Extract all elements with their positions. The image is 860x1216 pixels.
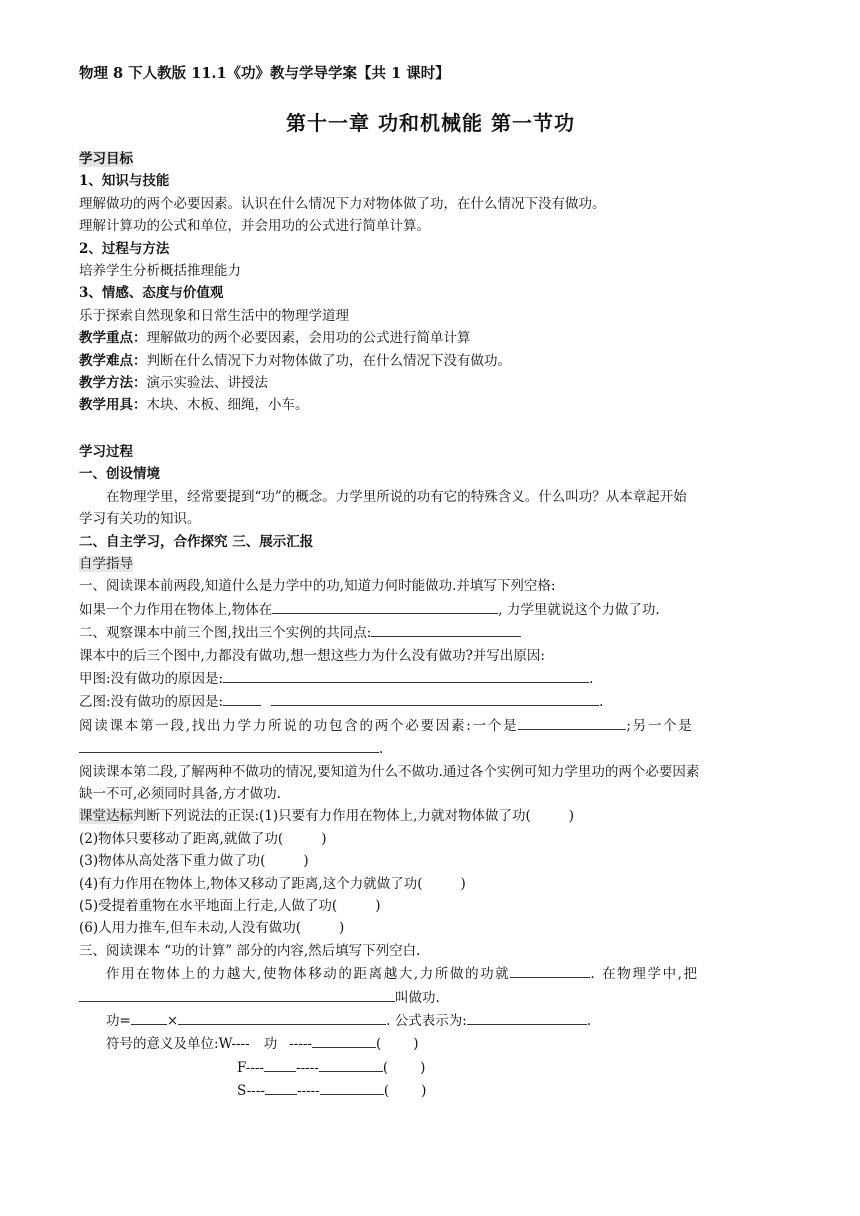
formula-period: . (586, 1013, 592, 1030)
focus-text: 理解做功的两个必要因素，会用功的公式进行简单计算 (146, 330, 471, 347)
formula-line (79, 1009, 782, 1032)
question-3: 三、阅读课本 “功的计算” 部分的内容,然后填写下列空白. (79, 942, 421, 959)
emotion-line: 乐于探索自然现象和日常生活中的物理学道理 (79, 307, 349, 324)
quiz-item-6 (79, 917, 782, 939)
document-header: 物理 8 下人教版 11.1《功》教与学导学案【共 1 课时】 (79, 65, 450, 82)
quiz-item-1-close: ) (568, 808, 575, 825)
quiz-item-2-text: (2)物体只要移动了距离,就做了功( (79, 830, 284, 847)
symbol-s-name-blank[interactable] (265, 1079, 297, 1095)
calc-line-1 (79, 962, 782, 985)
quiz-item-6-close: ) (338, 920, 345, 937)
document-page (79, 62, 782, 1103)
question-1: 一、阅读课本前两段,知道什么是力学中的功,知道力何时能做功.并填写下列空格: (79, 578, 556, 595)
symbol-w: W---- (218, 1036, 250, 1053)
yi-reason (79, 690, 782, 713)
quiz-item-4 (79, 873, 782, 895)
symbols-label: 符号的意义及单位: (106, 1036, 219, 1053)
symbol-f-paren-open: ( (382, 1059, 389, 1076)
quiz-item-5 (79, 895, 782, 917)
factor-1-blank[interactable] (518, 714, 626, 730)
knowledge-line-2: 理解计算功的公式和单位，并会用功的公式进行简单计算。 (79, 218, 430, 235)
quiz-item-5-close: ) (375, 898, 381, 914)
symbol-f-row (79, 1056, 782, 1079)
factors-period: . (379, 741, 384, 758)
teaching-difficulty (79, 350, 782, 372)
symbol-w-name: 功 (263, 1036, 278, 1053)
symbol-s: S---- (237, 1083, 265, 1100)
emotion-title: 3、情感、态度与价值观 (79, 285, 224, 302)
section-1-line-1: 在物理学里，经常要提到“功”的概念。力学里所说的功有它的特殊含义。什么叫功？从本章起开始 (106, 488, 687, 505)
method-label: 教学方法： (79, 375, 147, 392)
formula-blank-2[interactable] (178, 1009, 386, 1025)
symbol-s-paren-close: ) (421, 1083, 427, 1100)
quiz-item-1-text: 判断下列说法的正误:(1)只要有力作用在物体上,力就对物体做了功( (133, 808, 531, 825)
q1-text-b: , 力学里就说这个力做了功. (498, 601, 660, 618)
jia-reason (79, 667, 782, 690)
quiz-item-2-close: ) (321, 830, 327, 847)
calc-line-2-text: 叫做功. (395, 989, 440, 1006)
quiz-item-3-text: (3)物体从高处落下重力做了功( (79, 853, 266, 870)
method-text: 演示实验法、讲授法 (146, 375, 268, 392)
quiz-item-3-close: ) (303, 853, 309, 870)
process-method-line: 培养学生分析概括推理能力 (79, 263, 241, 280)
page-title: 第十一章 功和机械能 第一节功 (286, 111, 575, 135)
factors-text-b: ;另一个是 (626, 717, 694, 734)
question-2 (79, 621, 782, 644)
symbol-s-row (79, 1079, 782, 1102)
work-amount-blank[interactable] (510, 962, 590, 978)
q2-text: 二、观察课本中前三个图,找出三个实例的共同点: (79, 625, 372, 642)
symbol-s-dash: ----- (297, 1083, 320, 1100)
symbol-f-dash: ----- (296, 1059, 319, 1076)
yi-label: 乙图:没有做功的原因是: (79, 694, 224, 711)
teaching-method (79, 372, 782, 394)
jia-label: 甲图:没有做功的原因是: (79, 670, 224, 687)
focus-label: 教学重点： (79, 330, 147, 347)
two-factors (79, 714, 782, 737)
difficulty-text: 判断在什么情况下力对物体做了功，在什么情况下没有做功。 (146, 352, 511, 369)
quiz-label: 课堂达标 (79, 808, 133, 825)
knowledge-line-1: 理解做功的两个必要因素。认识在什么情况下力对物体做了功，在什么情况下没有做功。 (79, 195, 606, 212)
quiz-item-6-text: (6)人用力推车,但车未动,人没有做功( (79, 920, 301, 937)
formula-expression-label: . 公式表示为: (386, 1013, 467, 1030)
objectives-heading: 学习目标 (79, 151, 133, 167)
quiz-item-4-text: (4)有力作用在物体上,物体又移动了距离,这个力就做了功( (79, 875, 423, 892)
symbol-w-paren-open: ( (376, 1036, 382, 1053)
symbol-f-name-blank[interactable] (264, 1056, 296, 1072)
quiz-item-5-text: (5)受提着重物在水平地面上行走,人做了功( (79, 898, 338, 914)
tools-text: 木块、木板、细绳，小车。 (146, 397, 309, 414)
knowledge-title: 1、知识与技能 (79, 173, 170, 190)
teaching-focus (79, 327, 782, 349)
times-sign: × (166, 1013, 179, 1030)
yi-answer-blank-2[interactable] (271, 690, 599, 706)
two-factors-cont (79, 737, 782, 760)
difficulty-label: 教学难点： (79, 352, 147, 369)
self-study-label: 自学指导 (79, 555, 133, 572)
formula-blank-1[interactable] (131, 1009, 167, 1025)
calc-text-a: 作用在物体上的力越大,使物体移动的距离越大,力所做的功就 (106, 966, 511, 983)
factor-2-blank[interactable] (79, 737, 379, 753)
quiz-item-2 (79, 828, 782, 850)
process-heading: 学习过程 (79, 443, 133, 460)
yi-answer-blank-1[interactable] (223, 690, 261, 706)
yi-period: . (599, 694, 604, 711)
question-1-fill (79, 598, 782, 621)
q1-text-a: 如果一个力作用在物体上,物体在 (79, 601, 273, 618)
calc-line-2 (79, 986, 782, 1009)
symbol-s-unit-blank[interactable] (320, 1079, 384, 1095)
symbol-w-unit-blank[interactable] (312, 1032, 376, 1048)
symbol-w-dash: ----- (289, 1036, 313, 1053)
section-1-title: 一、创设情境 (79, 466, 160, 483)
jia-period: . (589, 670, 594, 687)
symbol-s-paren-open: ( (383, 1083, 390, 1100)
symbol-f-paren-close: ) (420, 1059, 426, 1076)
process-method-title: 2、过程与方法 (79, 240, 170, 257)
symbol-f-unit-blank[interactable] (319, 1056, 383, 1072)
question-2-sub: 课本中的后三个图中,力都没有做功,想一想这些力为什么没有做功?并写出原因: (79, 647, 545, 664)
symbol-w-row (79, 1032, 782, 1055)
formula-label: 功= (106, 1013, 131, 1030)
section-1-line-2: 学习有关功的知识。 (79, 511, 201, 528)
quiz-intro (79, 805, 782, 827)
symbol-w-paren-close: ) (413, 1036, 419, 1053)
tools-label: 教学用具： (79, 397, 147, 414)
quiz-item-4-close: ) (460, 875, 466, 892)
calc-text-b: . 在物理学中,把 (590, 966, 699, 983)
factors-text-a: 阅读课本第一段,找出力学力所说的功包含的两个必要因素:一个是 (79, 717, 519, 734)
work-definition-blank[interactable] (79, 986, 395, 1002)
para2-line-1: 阅读课本第二段,了解两种不做功的情况,要知道为什么不做功.通过各个实例可知力学里功的两个必要因素 (79, 763, 700, 780)
formula-expression-blank[interactable] (467, 1009, 587, 1025)
jia-answer-blank[interactable] (223, 667, 589, 683)
teaching-tools (79, 394, 782, 416)
quiz-item-3 (79, 850, 782, 872)
q1-answer-blank[interactable] (272, 598, 498, 614)
symbol-f: F---- (237, 1059, 265, 1076)
q2-answer-blank[interactable] (371, 621, 521, 637)
para2-line-2: 缺一不可,必须同时具备,方才做功. (79, 785, 281, 802)
section-2-title: 二、自主学习，合作探究 三、展示汇报 (79, 533, 314, 550)
